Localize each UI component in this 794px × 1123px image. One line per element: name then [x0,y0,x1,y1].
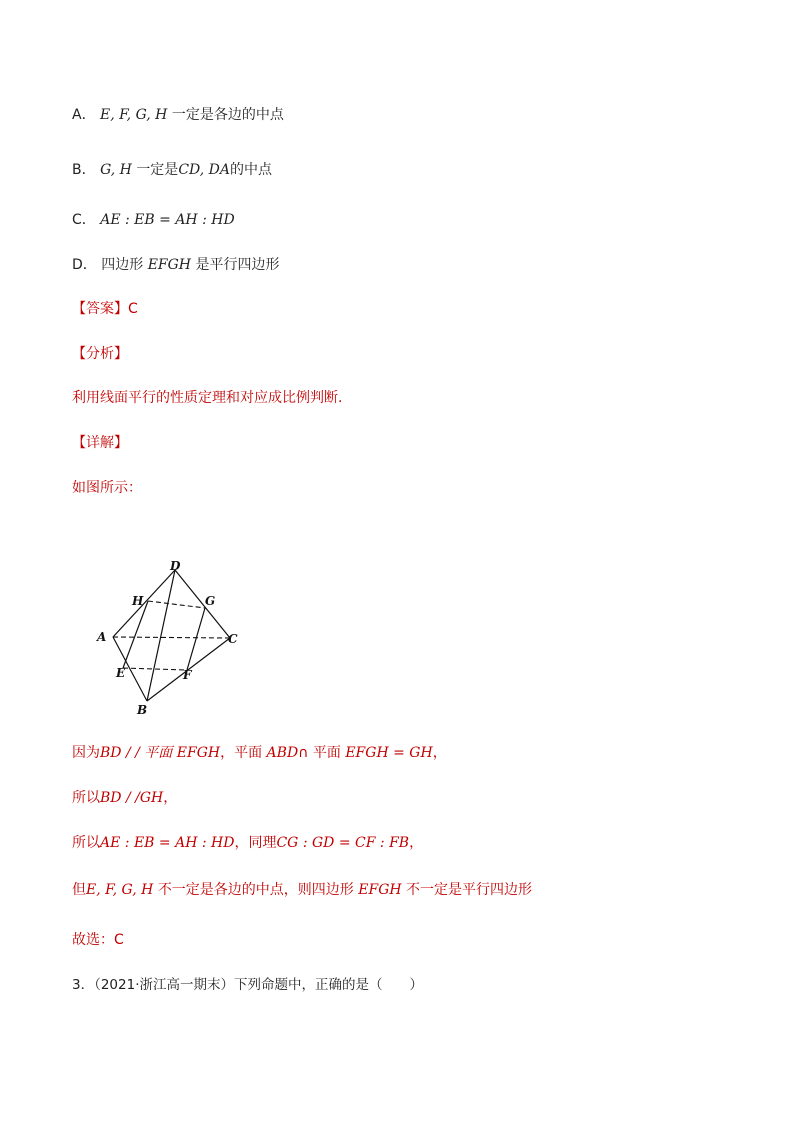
label-a: A [97,630,107,644]
label-h: H [132,594,144,608]
label-d: D [170,559,181,573]
label-c: C [228,632,238,646]
segment-he [123,601,148,668]
question-source: （2021·浙江高一期末） [94,977,234,993]
choice-line [72,930,124,950]
analysis-text: 利用线面平行的性质定理和对应成比例判断. [72,390,343,406]
answer-label: 【答案】 [72,301,128,317]
edge-dc [175,570,230,638]
option-d: D． 四边形 EFGH 是平行四边形 [72,257,280,273]
detail-label: 【详解】 [72,435,128,451]
detail-intro: 如图所示： [72,480,142,496]
segment-hg-dashed [148,601,205,608]
label-b: B [137,703,148,717]
edge-db [147,570,175,701]
edge-ac-dashed [113,637,230,638]
answer-value: C [128,301,138,317]
option-a: A． E, F, G, H 一定是各边的中点 [72,107,284,123]
analysis-label: 【分析】 [72,346,128,362]
choice-label: 故选： [72,932,114,948]
next-question [72,975,423,995]
detail-line-3: 所以AE : EB = AH : HD，同理CG : GD = CF : FB， [72,835,424,851]
option-b: B． G, H 一定是CD, DA的中点 [72,162,272,178]
segment-gf [187,608,205,670]
tetrahedron-figure [90,555,250,720]
label-f: F [183,668,192,682]
detail-line-2: 所以BD / /GH， [72,790,178,806]
detail-line-1: 因为BD / / 平面 EFGH，平面 ABD∩ 平面 EFGH = GH， [72,745,447,761]
label-g: G [205,594,216,608]
option-c: C． AE : EB = AH : HD [72,212,235,228]
answer-line [72,299,138,319]
label-e: E [116,666,126,680]
question-number: 3． [72,977,95,993]
segment-ef-dashed [123,668,187,670]
choice-value: C [114,932,124,948]
question-text: 下列命题中，正确的是（ ） [234,977,423,993]
detail-line-4: 但E, F, G, H 不一定是各边的中点，则四边形 EFGH 不一定是平行四边形 [72,882,533,898]
